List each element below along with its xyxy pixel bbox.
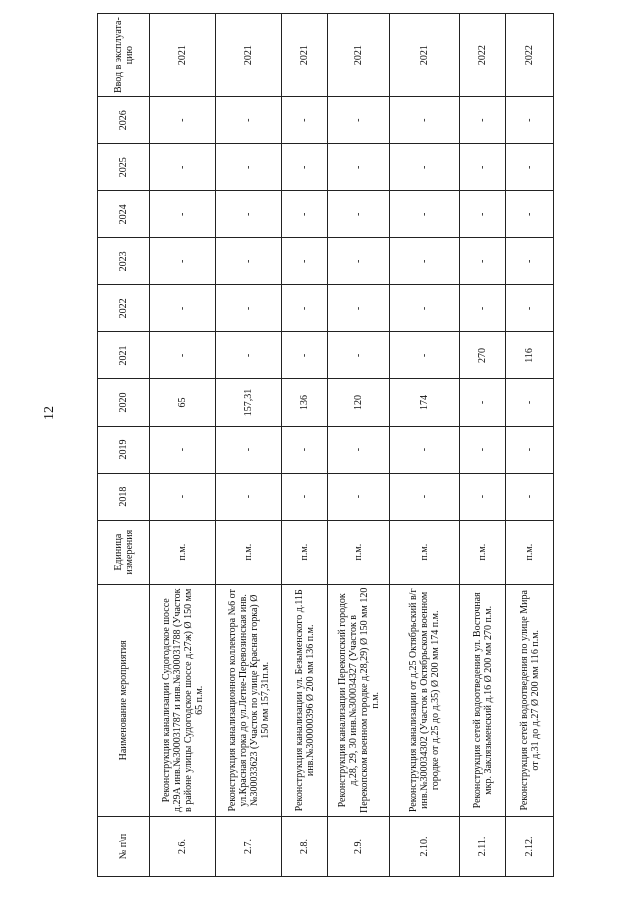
table-row	[328, 14, 390, 877]
header-year: 2023	[98, 238, 150, 285]
row-year-value: 65	[150, 379, 216, 426]
row-year-value: 116	[506, 332, 554, 379]
row-name: Реконструкция канализационного коллектора №6 от ул.Красная горка до ул.Летне-Перевозинская инв.№300033623 (Участок по улице Красная горка) Ø 150 мм 157,31п.м.	[216, 584, 282, 816]
table-row	[282, 14, 328, 877]
row-year-value: -	[390, 238, 460, 285]
row-year-value: 157,31	[216, 379, 282, 426]
row-num: 2.7.	[216, 816, 282, 876]
row-year-value: -	[506, 238, 554, 285]
row-year-value: -	[460, 191, 506, 238]
row-year-value: -	[460, 97, 506, 144]
header-name: Наименование мероприятия	[98, 584, 150, 816]
row-year-value: -	[216, 238, 282, 285]
row-year-value: -	[390, 426, 460, 473]
row-unit: п.м.	[282, 520, 328, 584]
row-year-value: -	[506, 426, 554, 473]
row-year-value: -	[506, 191, 554, 238]
row-year-value: -	[216, 144, 282, 191]
row-year-value: -	[390, 144, 460, 191]
row-year-value: -	[460, 379, 506, 426]
header-year: 2022	[98, 285, 150, 332]
header-year: 2018	[98, 473, 150, 520]
row-num: 2.11.	[460, 816, 506, 876]
row-year-value: -	[150, 426, 216, 473]
row-year-value: -	[328, 191, 390, 238]
row-year-value: -	[328, 238, 390, 285]
row-unit: п.м.	[390, 520, 460, 584]
row-unit: п.м.	[150, 520, 216, 584]
row-commission: 2021	[282, 14, 328, 97]
table-row	[150, 14, 216, 877]
row-commission: 2021	[150, 14, 216, 97]
row-year-value: -	[460, 238, 506, 285]
row-unit: п.м.	[216, 520, 282, 584]
header-num: № п\п	[98, 816, 150, 876]
header-year: 2024	[98, 191, 150, 238]
header-unit: Единица измерения	[98, 520, 150, 584]
row-commission: 2021	[216, 14, 282, 97]
row-year-value: -	[390, 332, 460, 379]
rotated-table-wrapper	[97, 13, 541, 877]
table-row	[390, 14, 460, 877]
row-unit: п.м.	[460, 520, 506, 584]
row-name: Реконструкция сетей водоотведения ул. Восточная мкр. Заклязьменский д.16 Ø 200 мм 270 п.м.	[460, 584, 506, 816]
row-commission: 2022	[460, 14, 506, 97]
header-year: 2019	[98, 426, 150, 473]
row-year-value: -	[390, 473, 460, 520]
row-year-value: -	[506, 473, 554, 520]
row-num: 2.8.	[282, 816, 328, 876]
header-year: 2025	[98, 144, 150, 191]
row-commission: 2021	[390, 14, 460, 97]
row-year-value: -	[216, 285, 282, 332]
header-commission: Ввод в эксплуата-цию	[98, 14, 150, 97]
row-year-value: -	[216, 426, 282, 473]
row-year-value: -	[328, 144, 390, 191]
row-year-value: -	[506, 379, 554, 426]
row-year-value: 120	[328, 379, 390, 426]
row-year-value: -	[150, 332, 216, 379]
row-year-value: -	[390, 285, 460, 332]
row-year-value: 174	[390, 379, 460, 426]
page-number: 12	[42, 406, 57, 420]
row-year-value: -	[390, 97, 460, 144]
row-year-value: -	[282, 285, 328, 332]
row-year-value: -	[506, 144, 554, 191]
row-year-value: -	[216, 332, 282, 379]
row-commission: 2021	[328, 14, 390, 97]
row-name: Реконструкция сетей водоотведения по улице Мира от д.31 до д.27 Ø 200 мм 116 п.м.	[506, 584, 554, 816]
row-year-value: -	[328, 97, 390, 144]
row-year-value: -	[328, 285, 390, 332]
row-num: 2.12.	[506, 816, 554, 876]
header-year: 2021	[98, 332, 150, 379]
header-row	[98, 14, 150, 877]
row-name: Реконструкция канализации от д.25 Октябрьский в/г инв.№300034302 (Участок в Октябрьском военном городке от д.25 до д.35) Ø 200 мм 174 п.м.	[390, 584, 460, 816]
row-year-value: -	[282, 426, 328, 473]
row-year-value: 270	[460, 332, 506, 379]
row-year-value: -	[150, 191, 216, 238]
row-year-value: -	[390, 191, 460, 238]
row-year-value: -	[282, 191, 328, 238]
table-row	[506, 14, 554, 877]
row-year-value: -	[282, 97, 328, 144]
row-year-value: -	[150, 285, 216, 332]
row-year-value: -	[328, 473, 390, 520]
row-commission: 2022	[506, 14, 554, 97]
row-year-value: -	[328, 332, 390, 379]
row-year-value: -	[282, 473, 328, 520]
table-body	[150, 14, 554, 877]
row-year-value: -	[150, 144, 216, 191]
row-unit: п.м.	[506, 520, 554, 584]
row-year-value: -	[150, 473, 216, 520]
row-year-value: -	[282, 332, 328, 379]
row-unit: п.м.	[328, 520, 390, 584]
row-year-value: -	[150, 238, 216, 285]
header-year: 2026	[98, 97, 150, 144]
row-year-value: -	[216, 97, 282, 144]
row-year-value: -	[506, 97, 554, 144]
row-year-value: -	[460, 285, 506, 332]
header-year: 2020	[98, 379, 150, 426]
row-name: Реконструкция канализации Перекопский городок д.28, 29, 30 инв.№300034327 (Участок в Перекопском военном городке д.28,29) Ø 150 мм 120 п.м.	[328, 584, 390, 816]
row-num: 2.9.	[328, 816, 390, 876]
row-year-value: 136	[282, 379, 328, 426]
row-year-value: -	[506, 285, 554, 332]
row-year-value: -	[282, 238, 328, 285]
table-row	[460, 14, 506, 877]
row-num: 2.6.	[150, 816, 216, 876]
row-year-value: -	[328, 426, 390, 473]
row-name: Реконструкция канализации ул. Безыменского д.11Б инв.№300000396 Ø 200 мм 136 п.м.	[282, 584, 328, 816]
row-year-value: -	[460, 144, 506, 191]
row-year-value: -	[282, 144, 328, 191]
row-year-value: -	[150, 97, 216, 144]
row-num: 2.10.	[390, 816, 460, 876]
row-year-value: -	[216, 191, 282, 238]
table-row	[216, 14, 282, 877]
row-year-value: -	[216, 473, 282, 520]
row-year-value: -	[460, 473, 506, 520]
events-table	[97, 13, 554, 877]
row-name: Реконструкция канализации Судогодское шоссе д.29А инв.№300031787 и инв.№300031788 (Участок в районе улицы Судогодское шоссе д.27ж) Ø 150 мм 65 п.м.	[150, 584, 216, 816]
row-year-value: -	[460, 426, 506, 473]
